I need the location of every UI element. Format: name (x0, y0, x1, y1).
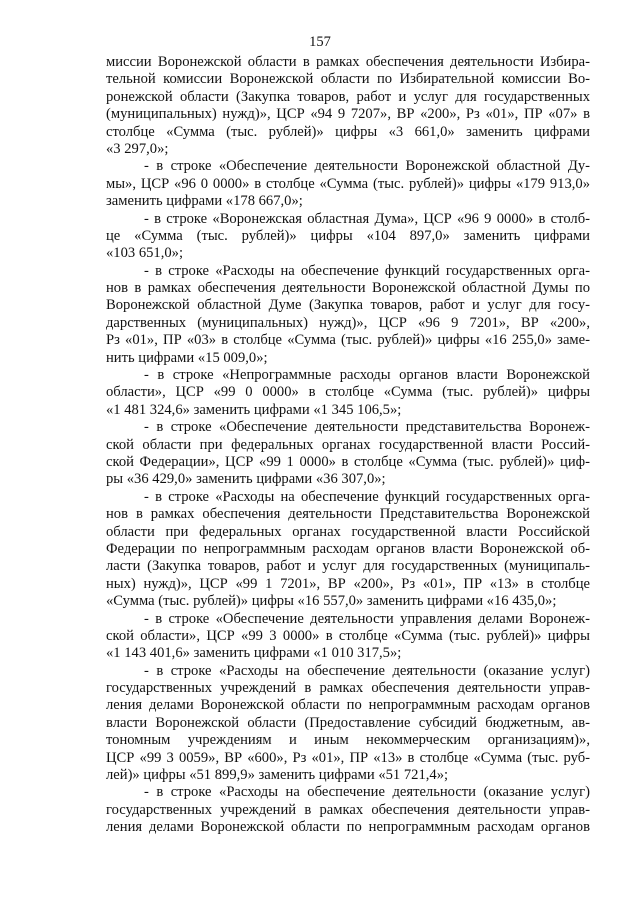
text-line: - в строке «Расходы на обеспечение функций государственных орга- (144, 262, 590, 279)
text-line: (муниципальных) нужд)», ЦСР «94 9 7207», ВР «200», Рз «01», ПР «07» в (106, 106, 590, 123)
text-line: - в строке «Расходы на обеспечение деятельности (оказание услуг) (144, 784, 590, 801)
text-line: миссии Воронежской области в рамках обеспечения деятельности Избира- (106, 54, 590, 70)
text-line: Федерации по непрограммным расходам органов власти Воронежской об- (106, 540, 590, 557)
text-line: Воронежской областной Думе (Закупка товаров, работ и услуг для госу- (106, 297, 590, 314)
text-line: - в строке «Непрограммные расходы органов власти Воронежской (144, 367, 590, 384)
page-number: 157 (309, 34, 331, 50)
document-body (106, 54, 590, 837)
text-line: Рз «01», ПР «03» в столбце «Сумма (тыс. рублей)» цифры «16 255,0» заме- (106, 332, 590, 349)
text-line: нов в рамках обеспечения деятельности Воронежской областной Думы по (106, 280, 590, 297)
text-line: заменить цифрами «178 667,0»; (106, 193, 303, 210)
text-line: дарственных (муниципальных) нужд)», ЦСР «96 9 7201», ВР «200», (106, 314, 590, 331)
text-line: - в строке «Воронежская областная Дума», ЦСР «96 9 0000» в столб- (144, 210, 590, 227)
text-line: ской области», ЦСР «99 3 0000» в столбце «Сумма (тыс. рублей)» цифры (106, 627, 590, 644)
text-line: ления делами Воронежской области по непрограммным расходам органов (106, 697, 590, 714)
text-line: «1 143 401,6» заменить цифрами «1 010 317,5»; (106, 645, 402, 662)
text-line: це «Сумма (тыс. рублей)» цифры «104 897,0» заменить цифрами (106, 227, 590, 244)
text-line: области», ЦСР «99 0 0000» в столбце «Сумма (тыс. рублей)» цифры (106, 384, 590, 401)
text-line: «Сумма (тыс. рублей)» цифры «16 557,0» заменить цифрами «16 435,0»; (106, 593, 557, 610)
text-line: ронежской области (Закупка товаров, работ и услуг для государственных (106, 88, 590, 105)
text-line: ской Федерации», ЦСР «99 1 0000» в столбце «Сумма (тыс. рублей)» циф- (106, 453, 590, 470)
text-line: лей)» цифры «51 899,9» заменить цифрами «51 721,4»; (106, 767, 449, 784)
text-line: власти Воронежской области (Предоставление субсидий бюджетным, ав- (106, 714, 590, 731)
text-line: ных) нужд)», ЦСР «99 1 7201», ВР «200», Рз «01», ПР «13» в столбце (106, 575, 590, 592)
text-line: ЦСР «99 3 0059», ВР «600», Рз «01», ПР «13» в столбце «Сумма (тыс. руб- (106, 749, 590, 766)
text-line: - в строке «Обеспечение деятельности Воронежской областной Ду- (144, 158, 590, 175)
text-line: нов в рамках обеспечения деятельности Представительства Воронежской (106, 506, 590, 523)
text-line: «3 297,0»; (106, 140, 169, 157)
text-line: ласти (Закупка товаров, работ и услуг для государственных (муниципаль- (106, 558, 590, 575)
text-line: нить цифрами «15 009,0»; (106, 349, 268, 366)
text-line: государственных учреждений в рамках обеспечения деятельности управ- (106, 801, 590, 818)
text-line: ской области при федеральных органах государственной власти Россий- (106, 436, 590, 453)
text-line: столбце «Сумма (тыс. рублей)» цифры «3 661,0» заменить цифрами (106, 123, 590, 140)
text-line: ления делами Воронежской области по непрограммным расходам органов (106, 819, 590, 836)
text-line: - в строке «Обеспечение деятельности управления делами Воронеж- (144, 610, 590, 627)
text-line: - в строке «Обеспечение деятельности представительства Воронеж- (144, 419, 590, 436)
text-line: области при федеральных органах государственной власти Российской (106, 523, 590, 540)
text-line: государственных учреждений в рамках обеспечения деятельности управ- (106, 680, 590, 697)
text-line: «1 481 324,6» заменить цифрами «1 345 106,5»; (106, 401, 402, 418)
text-line: ры «36 429,0» заменить цифрами «36 307,0»; (106, 471, 386, 488)
text-line: - в строке «Расходы на обеспечение деятельности (оказание услуг) (144, 662, 590, 679)
text-line: «103 651,0»; (106, 245, 184, 262)
text-line: тельной комиссии Воронежской области по Избирательной комиссии Во- (106, 71, 590, 88)
text-line: мы», ЦСР «96 0 0000» в столбце «Сумма (тыс. рублей)» цифры «179 913,0» (106, 175, 590, 192)
text-line: - в строке «Расходы на обеспечение функций государственных орга- (144, 488, 590, 505)
text-line: тономным учреждениям и иным некоммерческим организациям)», (106, 732, 590, 749)
